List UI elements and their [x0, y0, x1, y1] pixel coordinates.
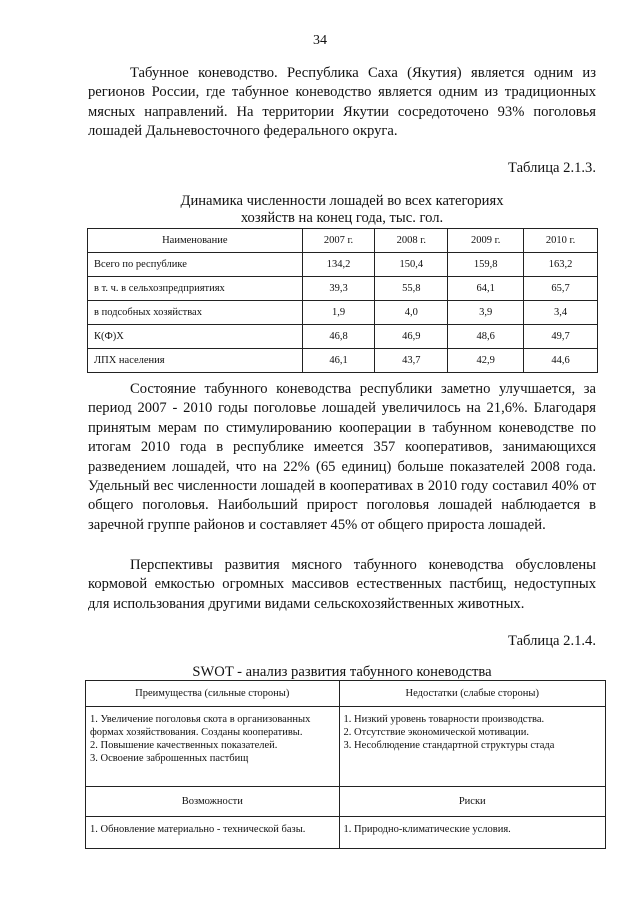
cell-value: 3,4 — [524, 301, 598, 325]
cell-value: 48,6 — [448, 325, 524, 349]
cell-value: 134,2 — [302, 253, 375, 277]
row-label: ЛПХ населения — [88, 349, 303, 373]
cell-value: 46,9 — [375, 325, 448, 349]
threats-cell — [339, 817, 605, 849]
table-row — [88, 301, 598, 325]
header-2010: 2010 г. — [524, 229, 598, 253]
cell-value: 65,7 — [524, 277, 598, 301]
threats-header: Риски — [339, 787, 605, 817]
table-row — [88, 349, 598, 373]
page-number: 34 — [313, 33, 327, 48]
cell-value: 49,7 — [524, 325, 598, 349]
table-title-line1: Динамика численности лошадей во всех категориях — [180, 193, 504, 209]
row-label: К(Ф)Х — [88, 325, 303, 349]
list-item: 1. Увеличение поголовья скота в организованных формах хозяйствования. Созданы кооперативы. — [90, 714, 311, 738]
row-label: в т. ч. в сельхозпредприятиях — [88, 277, 303, 301]
paragraph-state: Состояние табунного коневодства республики заметно улучшается, за период 2007 - 2010 годы поголовье лошадей увеличилось на 21,6%. Благодаря принятым мерам по стимулированию кооперации в табунном коневодстве по итогам 2010 года в республике имеется 357 кооперативов, занимающихся разведением лошадей, что на 22% (65 единиц) больше показателей 2008 года. Удельный вес численности лошадей в кооперативах в 2010 году составил 40% от общего поголовья. Наибольший прирост поголовья лошадей наблюдается в заречной группе районов и составляет 45% от общего прироста лошадей. — [88, 381, 596, 533]
cell-value: 44,6 — [524, 349, 598, 373]
header-2009: 2009 г. — [448, 229, 524, 253]
header-2008: 2008 г. — [375, 229, 448, 253]
table-label-2-1-4: Таблица 2.1.4. — [508, 633, 596, 649]
cell-value: 4,0 — [375, 301, 448, 325]
swot-content-row — [86, 707, 606, 787]
weaknesses-cell — [339, 707, 605, 787]
table-row — [88, 325, 598, 349]
cell-value: 43,7 — [375, 349, 448, 373]
strengths-cell — [86, 707, 340, 787]
paragraph-prospects: Перспективы развития мясного табунного коневодства обусловлены кормовой емкостью огромных массивов естественных пастбищ, недоступных для использования другими видами сельскохозяйственных животных. — [88, 557, 596, 612]
horse-dynamics-table — [87, 228, 598, 373]
list-item: 2. Отсутствие экономической мотивации. — [343, 727, 530, 738]
list-item: 1. Природно-климатические условия. — [343, 824, 511, 835]
header-2007: 2007 г. — [302, 229, 375, 253]
cell-value: 64,1 — [448, 277, 524, 301]
weaknesses-header: Недостатки (слабые стороны) — [339, 681, 605, 707]
cell-value: 150,4 — [375, 253, 448, 277]
list-item: 2. Повышение качественных показателей. — [90, 740, 278, 751]
list-item: 1. Низкий уровень товарности производства. — [343, 714, 545, 725]
list-item: 3. Освоение заброшенных пастбищ — [90, 753, 249, 764]
opportunities-cell — [86, 817, 340, 849]
swot-title: SWOT - анализ развития табунного коневодства — [192, 664, 492, 680]
header-name: Наименование — [88, 229, 303, 253]
swot-header-row — [86, 787, 606, 817]
swot-header-row — [86, 681, 606, 707]
table-label-2-1-3: Таблица 2.1.3. — [508, 160, 596, 176]
cell-value: 46,1 — [302, 349, 375, 373]
cell-value: 3,9 — [448, 301, 524, 325]
cell-value: 163,2 — [524, 253, 598, 277]
opportunities-header: Возможности — [86, 787, 340, 817]
strengths-header: Преимущества (сильные стороны) — [86, 681, 340, 707]
list-item: 3. Несоблюдение стандартной структуры стада — [343, 740, 555, 751]
cell-value: 39,3 — [302, 277, 375, 301]
table-header-row — [88, 229, 598, 253]
cell-value: 42,9 — [448, 349, 524, 373]
paragraph-intro: Табунное коневодство. Республика Саха (Якутия) является одним из регионов России, где табунное коневодство является одним из традиционных мясных направлений. На территории Якутии сосредоточено 93% поголовья лошадей Дальневосточного федерального округа. — [88, 65, 596, 140]
cell-value: 46,8 — [302, 325, 375, 349]
cell-value: 1,9 — [302, 301, 375, 325]
cell-value: 159,8 — [448, 253, 524, 277]
swot-content-row — [86, 817, 606, 849]
row-label: Всего по республике — [88, 253, 303, 277]
table-row — [88, 277, 598, 301]
cell-value: 55,8 — [375, 277, 448, 301]
swot-table — [85, 680, 606, 849]
table-row — [88, 253, 598, 277]
row-label: в подсобных хозяйствах — [88, 301, 303, 325]
list-item: 1. Обновление материально - технической базы. — [90, 824, 306, 835]
table-title-line2: хозяйств на конец года, тыс. гол. — [240, 210, 444, 226]
table-title-horse-dynamics — [88, 193, 596, 227]
